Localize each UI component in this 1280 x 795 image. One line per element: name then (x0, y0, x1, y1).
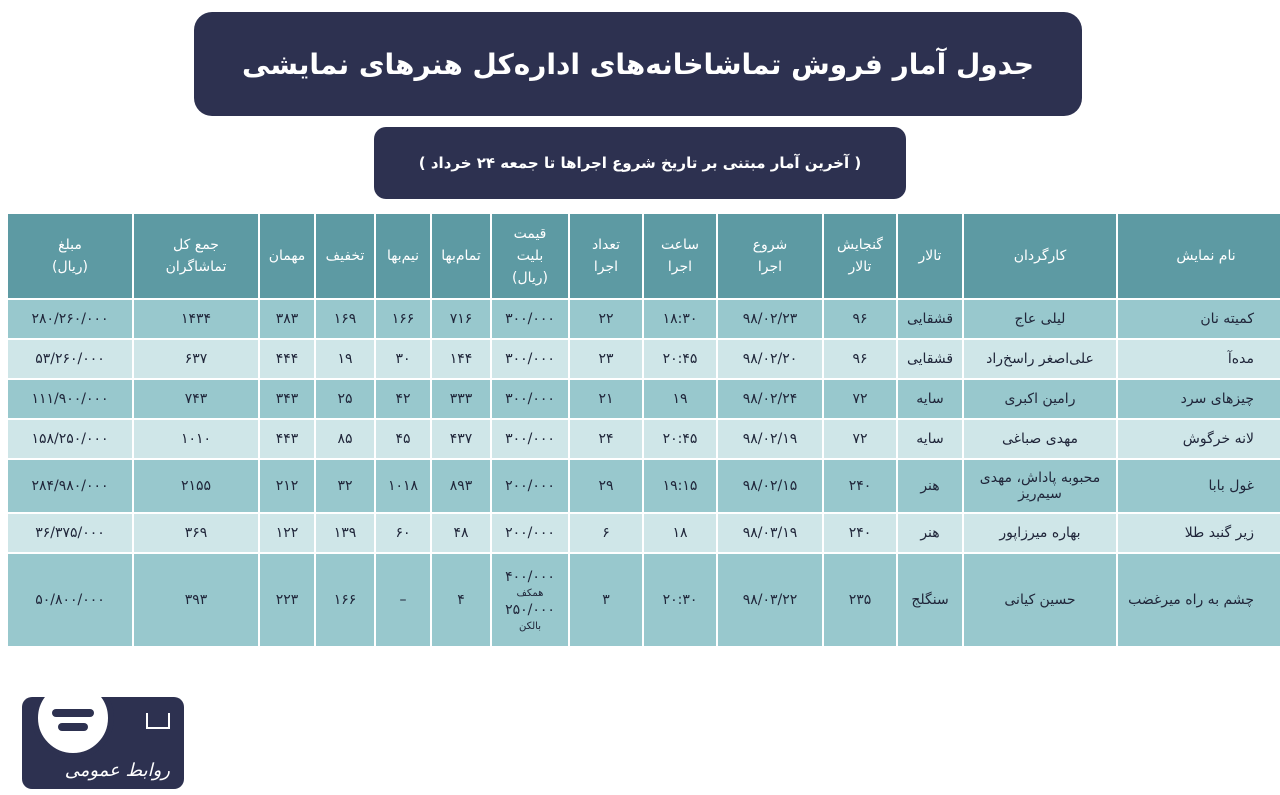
table-row (8, 420, 1280, 458)
cell-name: غول بابا (1118, 460, 1280, 512)
logo-label: روابط عمومی (64, 760, 170, 781)
page-subtitle: ( آخرین آمار مبتنی بر تاریخ شروع اجراها تا جمعه ۲۴ خرداد ) (418, 154, 862, 172)
cell-price: ۲۰۰/۰۰۰ (492, 514, 568, 552)
cell-discount: ۳۲ (316, 460, 374, 512)
header-full: تمام‌بها (432, 214, 490, 298)
cell-total: ۶۳۷ (134, 340, 258, 378)
cell-guest: ۱۲۲ (260, 514, 314, 552)
cell-name: چشم به راه میرغضب (1118, 554, 1280, 646)
cell-director: رامین اکبری (964, 380, 1116, 418)
cell-time: ۲۰:۴۵ (644, 420, 716, 458)
cell-price: ۲۰۰/۰۰۰ (492, 460, 568, 512)
table-row (8, 460, 1280, 512)
cell-full: ۴۳۷ (432, 420, 490, 458)
cell-half: – (376, 554, 430, 646)
cell-count: ۲۳ (570, 340, 642, 378)
header-guest: مهمان (260, 214, 314, 298)
cell-count: ۲۱ (570, 380, 642, 418)
header-amount: مبلغ (ریال) (8, 214, 132, 298)
header-capacity: گنجایش تالار (824, 214, 896, 298)
price-balcony: ۲۵۰/۰۰۰ (505, 602, 555, 618)
cell-capacity: ۹۶ (824, 340, 896, 378)
cell-price: ۳۰۰/۰۰۰ (492, 420, 568, 458)
cell-director: علی‌اصغر راسخ‌راد (964, 340, 1116, 378)
table-row (8, 340, 1280, 378)
cell-discount: ۱۶۶ (316, 554, 374, 646)
header-total: جمع کل تماشاگران (134, 214, 258, 298)
subtitle-banner (374, 127, 906, 199)
cell-price: ۳۰۰/۰۰۰ (492, 300, 568, 338)
cell-discount: ۱۶۹ (316, 300, 374, 338)
cell-director: لیلی عاج (964, 300, 1116, 338)
cell-full: ۱۴۴ (432, 340, 490, 378)
cell-count: ۲۹ (570, 460, 642, 512)
header-start: شروع اجرا (718, 214, 822, 298)
cell-count: ۶ (570, 514, 642, 552)
cell-director: حسین کیانی (964, 554, 1116, 646)
header-name: نام نمایش (1118, 214, 1280, 298)
cell-total: ۳۶۹ (134, 514, 258, 552)
cell-time: ۱۸ (644, 514, 716, 552)
cell-name: زیر گنبد طلا (1118, 514, 1280, 552)
cell-full: ۴ (432, 554, 490, 646)
cell-capacity: ۲۴۰ (824, 460, 896, 512)
header-director: کارگردان (964, 214, 1116, 298)
cell-discount: ۸۵ (316, 420, 374, 458)
cell-amount: ۲۸۴/۹۸۰/۰۰۰ (8, 460, 132, 512)
cell-start: ۹۸/۰۲/۲۴ (718, 380, 822, 418)
cell-full: ۳۳۳ (432, 380, 490, 418)
price-balcony-note: بالکن (518, 621, 541, 632)
cell-hall: قشقایی (898, 300, 962, 338)
table-header-row (8, 214, 1280, 298)
cell-time: ۱۹:۱۵ (644, 460, 716, 512)
header-discount: تخفیف (316, 214, 374, 298)
cell-start: ۹۸/۰۲/۲۳ (718, 300, 822, 338)
cell-price (492, 554, 568, 646)
cell-hall: قشقایی (898, 340, 962, 378)
cell-count: ۳ (570, 554, 642, 646)
cell-start: ۹۸/۰۲/۲۰ (718, 340, 822, 378)
cell-time: ۲۰:۴۵ (644, 340, 716, 378)
cell-capacity: ۷۲ (824, 380, 896, 418)
cell-guest: ۳۴۳ (260, 380, 314, 418)
cell-half: ۱۰۱۸ (376, 460, 430, 512)
cell-amount: ۱۱۱/۹۰۰/۰۰۰ (8, 380, 132, 418)
cell-hall: هنر (898, 514, 962, 552)
cell-full: ۸۹۳ (432, 460, 490, 512)
cell-start: ۹۸/۰۲/۱۹ (718, 420, 822, 458)
cell-capacity: ۹۶ (824, 300, 896, 338)
cell-hall: هنر (898, 460, 962, 512)
cell-half: ۶۰ (376, 514, 430, 552)
cell-amount: ۵۰/۸۰۰/۰۰۰ (8, 554, 132, 646)
cell-amount: ۲۸۰/۲۶۰/۰۰۰ (8, 300, 132, 338)
cell-total: ۲۱۵۵ (134, 460, 258, 512)
table-row (8, 300, 1280, 338)
cell-guest: ۲۲۳ (260, 554, 314, 646)
cell-name: چیزهای سرد (1118, 380, 1280, 418)
page-title: جدول آمار فروش تماشاخانه‌های اداره‌کل هنرهای نمایشی (242, 47, 1034, 81)
sales-table (6, 212, 1280, 648)
cell-total: ۱۰۱۰ (134, 420, 258, 458)
header-price: قیمت بلیت (ریال) (492, 214, 568, 298)
table-row (8, 380, 1280, 418)
cell-count: ۲۲ (570, 300, 642, 338)
cell-time: ۲۰:۳۰ (644, 554, 716, 646)
cell-name: کمیته نان (1118, 300, 1280, 338)
cell-start: ۹۸/۰۳/۲۲ (718, 554, 822, 646)
public-relations-logo (22, 697, 184, 789)
cell-director: مهدی صباغی (964, 420, 1116, 458)
cell-guest: ۲۱۲ (260, 460, 314, 512)
cell-discount: ۱۳۹ (316, 514, 374, 552)
cell-total: ۱۴۳۴ (134, 300, 258, 338)
cell-half: ۴۲ (376, 380, 430, 418)
cell-full: ۴۸ (432, 514, 490, 552)
cell-guest: ۴۴۴ (260, 340, 314, 378)
cell-time: ۱۹ (644, 380, 716, 418)
cell-time: ۱۸:۳۰ (644, 300, 716, 338)
cell-amount: ۵۳/۲۶۰/۰۰۰ (8, 340, 132, 378)
book-icon (146, 713, 170, 729)
header-count: تعداد اجرا (570, 214, 642, 298)
cell-full: ۷۱۶ (432, 300, 490, 338)
cell-price: ۳۰۰/۰۰۰ (492, 340, 568, 378)
cell-amount: ۳۶/۳۷۵/۰۰۰ (8, 514, 132, 552)
header-hall: تالار (898, 214, 962, 298)
cell-half: ۱۶۶ (376, 300, 430, 338)
cell-hall: سایه (898, 380, 962, 418)
cell-price: ۳۰۰/۰۰۰ (492, 380, 568, 418)
title-banner (194, 12, 1082, 116)
header-time: ساعت اجرا (644, 214, 716, 298)
cell-total: ۷۴۳ (134, 380, 258, 418)
cell-half: ۳۰ (376, 340, 430, 378)
cell-count: ۲۴ (570, 420, 642, 458)
cell-half: ۴۵ (376, 420, 430, 458)
cell-hall: سایه (898, 420, 962, 458)
cell-hall: سنگلج (898, 554, 962, 646)
cell-director: بهاره میرزاپور (964, 514, 1116, 552)
table-row (8, 554, 1280, 646)
cell-discount: ۲۵ (316, 380, 374, 418)
cell-total: ۳۹۳ (134, 554, 258, 646)
header-half: نیم‌بها (376, 214, 430, 298)
cell-director: محبوبه پاداش، مهدی سیم‌ریز (964, 460, 1116, 512)
cell-discount: ۱۹ (316, 340, 374, 378)
cell-capacity: ۲۴۰ (824, 514, 896, 552)
price-ground-note: همکف (516, 588, 544, 599)
cell-guest: ۴۴۳ (260, 420, 314, 458)
table-row (8, 514, 1280, 552)
cell-amount: ۱۵۸/۲۵۰/۰۰۰ (8, 420, 132, 458)
cell-name: مده‌آ (1118, 340, 1280, 378)
cell-capacity: ۲۳۵ (824, 554, 896, 646)
cell-guest: ۳۸۳ (260, 300, 314, 338)
theatre-logo-icon (32, 697, 114, 759)
cell-start: ۹۸/۰۳/۱۹ (718, 514, 822, 552)
cell-capacity: ۷۲ (824, 420, 896, 458)
price-ground: ۴۰۰/۰۰۰ (505, 569, 555, 585)
cell-start: ۹۸/۰۲/۱۵ (718, 460, 822, 512)
cell-name: لانه خرگوش (1118, 420, 1280, 458)
